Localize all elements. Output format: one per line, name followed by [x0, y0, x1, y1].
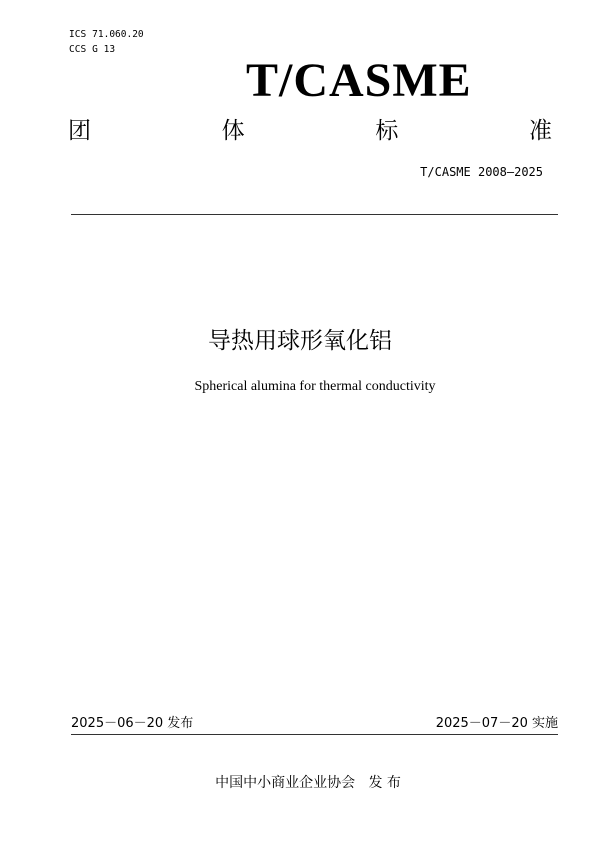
ics-classification — [69, 29, 144, 41]
standard-number: T/CASME 2008—2025 — [420, 165, 543, 179]
ccs-label: CCS — [69, 44, 87, 55]
implementation-date: 2025－07－20 实施 — [435, 716, 558, 731]
issue-date: 2025－06－20 发布 — [71, 716, 194, 731]
standard-type-heading — [68, 117, 552, 145]
footer-divider — [71, 734, 558, 735]
header-divider — [71, 214, 558, 215]
standard-type-char: 准 — [528, 118, 552, 144]
ics-label: ICS — [69, 29, 87, 40]
document-title-chinese: 导热用球形氧化铝 — [208, 328, 392, 354]
standard-type-char: 团 — [68, 118, 91, 144]
standard-type-char: 体 — [221, 118, 245, 144]
ics-code: 71.060.20 — [92, 29, 144, 40]
ccs-classification — [69, 44, 115, 56]
ccs-code: G 13 — [92, 44, 116, 55]
standard-type-char: 标 — [375, 118, 399, 144]
organization-logo: T/CASME — [246, 54, 472, 107]
publisher: 中国中小商业企业协会 发 布 — [215, 775, 401, 791]
document-title-english: Spherical alumina for thermal conductivity — [194, 379, 436, 394]
